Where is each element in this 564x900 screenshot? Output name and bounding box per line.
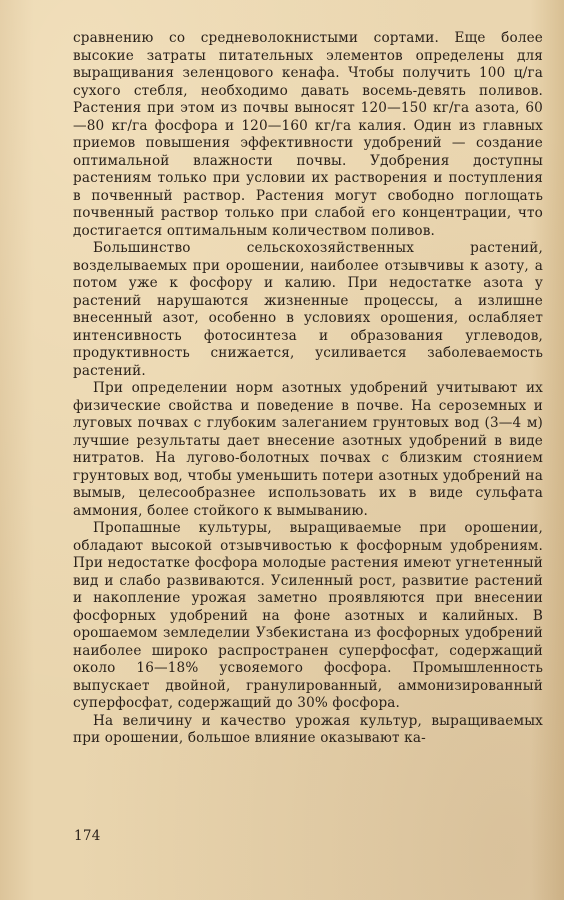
paragraph-3: При определении норм азотных удобрений учитывают их физические свойства и поведение в почве. На сероземных и луговых почвах с глубоким залеганием грунтовых вод (3—4 м) лучшие результаты дает внесение азотных удобрений в виде нитратов. На лугово-болотных почвах с близким стоянием грунтовых вод, чтобы уменьшить потери азотных удобрений на вымыв, целесообразнее использовать их в виде сульфата аммония, более стойкого к вымыванию. — [73, 380, 543, 519]
page-number: 174 — [74, 828, 101, 844]
paragraph-2: Большинство сельскохозяйственных растений, возделываемых при орошении, наиболее отзывчивы к азоту, а потом уже к фосфору и калию. При недостатке азота у растений нарушаются жизненные процессы, а излишне внесенный азот, особенно в условиях орошения, ослабляет интенсивность фотосинтеза и образования углеводов, продуктивность снижается, усиливается заболеваемость растений. — [73, 240, 543, 379]
paragraph-5: На величину и качество урожая культур, выращиваемых при орошении, большое влияние оказывают ка- — [73, 712, 543, 746]
text-column — [73, 30, 543, 748]
paragraph-4: Пропашные культуры, выращиваемые при орошении, обладают высокой отзывчивостью к фосфорным удобрениям. При недостатке фосфора молодые растения имеют угнетенный вид и слабо развиваются. Усиленный рост, развитие растений и накопление урожая заметно проявляются при внесении фосфорных удобрений на фоне азотных и калийных. В орошаемом земледелии Узбекистана из фосфорных удобрений наиболее широко распространен суперфосфат, содержащий около 16—18% усвояемого фосфора. Промышленность выпускает двойной, гранулированный, аммонизированный суперфосфат, содержащий до 30% фосфора. — [73, 520, 543, 711]
paragraph-1: сравнению со средневолокнистыми сортами. Еще более высокие затраты питательных элементов определены для выращивания зеленцового кенафа. Чтобы получить 100 ц/га сухого стебля, необходимо давать восемь-девять поливов. Растения при этом из почвы выносят 120—150 кг/га азота, 60—80 кг/га фосфора и 120—160 кг/га калия. Один из главных приемов повышения эффективности удобрений — создание оптимальной влажности почвы. Удобрения доступны растениям только при условии их растворения и поступления в почвенный раствор. Растения могут свободно поглощать почвенный раствор только при слабой его концентрации, что достигается оптимальным количеством поливов. — [73, 30, 543, 239]
